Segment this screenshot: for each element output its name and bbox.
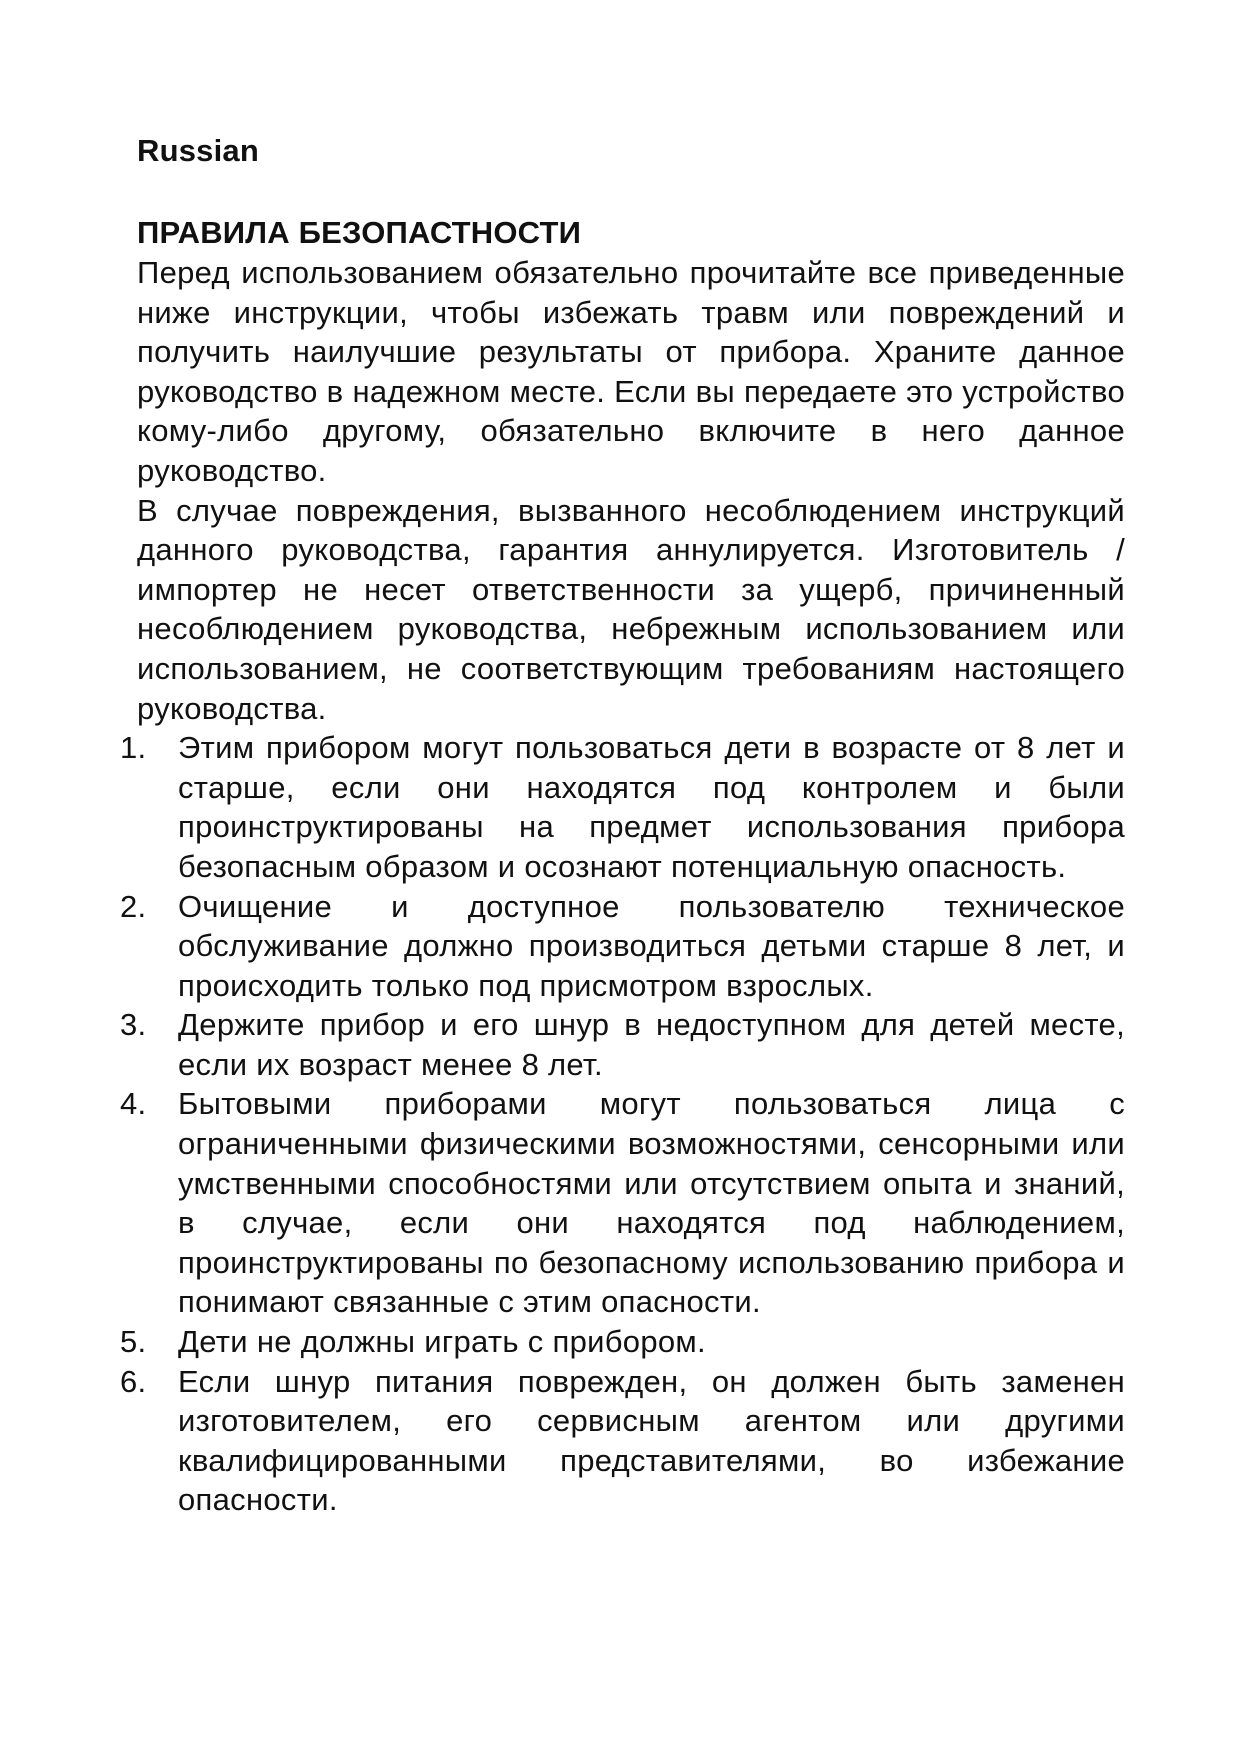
list-item-text: Дети не должны играть с прибором. (178, 1324, 706, 1360)
list-item (120, 1322, 1125, 1362)
list-item-number: 3. (120, 1007, 147, 1043)
list-item (120, 1084, 1125, 1322)
list-item (120, 1005, 1125, 1084)
list-item-text: Держите прибор и его шнур в недоступном для детей месте, если их возраст менее 8 лет. (178, 1007, 1125, 1082)
list-item-number: 6. (120, 1363, 147, 1399)
list-item-text: Бытовыми приборами могут пользоваться лица с ограниченными физическими возможностями, сенсорными или умственными способностями или отсутствием опыта и знаний, в случае, если они находятся под наблюдением, проинструктированы по безопасному использованию прибора и понимают связанные с этим опасности. (178, 1086, 1125, 1320)
list-item-number: 2. (120, 888, 147, 924)
list-item (120, 728, 1125, 886)
list-item (120, 887, 1125, 1006)
safety-section (120, 213, 1125, 1520)
warranty-paragraph: В случае повреждения, вызванного несоблюдением инструкций данного руководства, гарантия аннулируется. Изготовитель / импортер не несет ответственности за ущерб, причиненный несоблюдением руководства, небрежным использованием или использованием, не соответствующим требованиям настоящего руководства. (137, 492, 1125, 726)
list-item-number: 5. (120, 1324, 147, 1360)
list-item-text: Этим прибором могут пользоваться дети в возрасте от 8 лет и старше, если они находятся под контролем и были проинструктированы на предмет использования прибора безопасным образом и осознают потенциальную опасность. (178, 730, 1125, 884)
list-item-number: 4. (120, 1086, 147, 1122)
language-label: Russian (137, 133, 259, 168)
section-title: ПРАВИЛА БЕЗОПАСТНОСТИ (137, 215, 582, 250)
safety-rules-list (120, 728, 1125, 1520)
list-item-text: Если шнур питания поврежден, он должен быть заменен изготовителем, его сервисным агентом или другими квалифицированными представителями, во избежание опасности. (178, 1363, 1125, 1518)
intro-paragraph: Перед использованием обязательно прочитайте все приведенные ниже инструкции, чтобы избежать травм или повреждений и получить наилучшие результаты от прибора. Храните данное руководство в надежном месте. Если вы передаете это устройство кому-либо другому, обязательно включите в него данное руководство. (137, 255, 1125, 488)
list-item-number: 1. (120, 730, 147, 766)
list-item-text: Очищение и доступное пользователю техническое обслуживание должно производиться детьми старше 8 лет, и происходить только под присмотром взрослых. (178, 888, 1125, 1003)
list-item (120, 1362, 1125, 1520)
